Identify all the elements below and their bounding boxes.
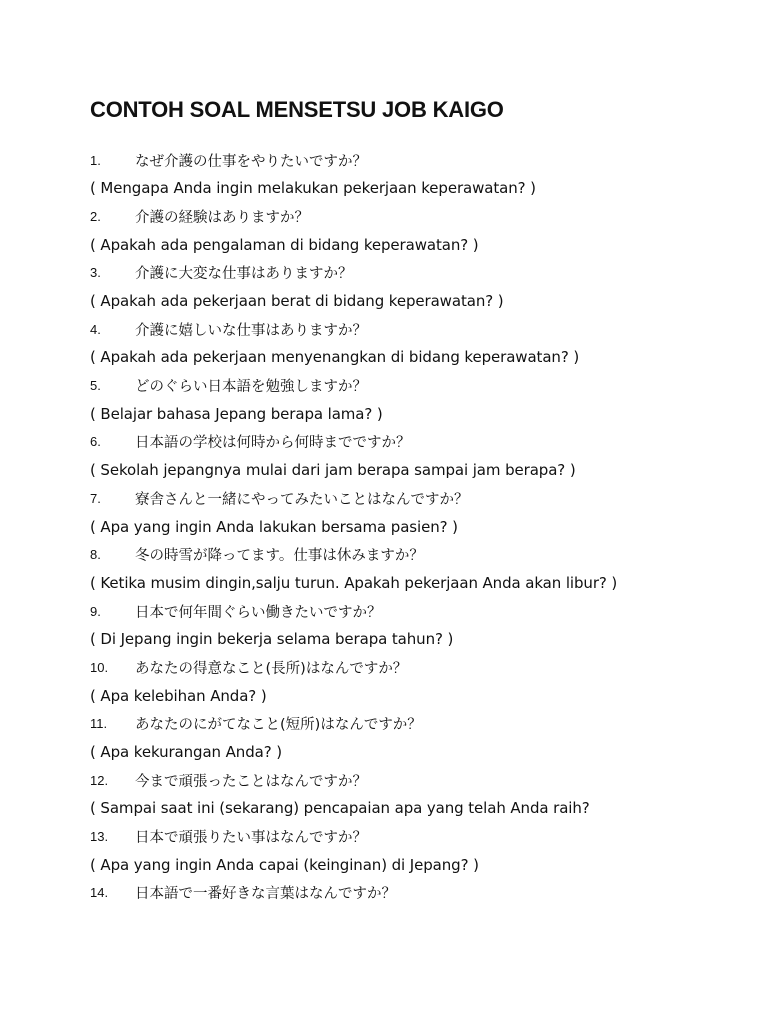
question-number: 4. [90,321,101,337]
question-item [90,372,730,400]
question-japanese: あなたのにがてなこと(短所)はなんですか？ [135,717,422,734]
question-item [90,766,730,794]
document-page [90,96,730,907]
question-item [90,597,730,625]
question-translation: ( Apakah ada pekerjaan menyenangkan di bidang keperawatan? ) [90,348,580,367]
question-japanese: 日本で頑張りたい事はなんですか？ [135,830,367,847]
question-number: 13. [90,829,109,845]
question-number: 5. [90,378,101,394]
question-japanese: 介護の経験はありますか？ [135,209,309,226]
question-item [90,879,730,907]
document-title: CONTOH SOAL MENSETSU JOB KAIGO [90,97,504,122]
question-number: 11. [90,716,108,732]
question-japanese: 冬の時雪が降ってます。仕事は休みますか？ [135,548,424,565]
question-item [90,484,730,512]
question-number: 14. [90,885,109,901]
question-number: 6. [90,434,101,450]
question-translation: ( Mengapa Anda ingin melakukan pekerjaan keperawatan? ) [90,179,536,198]
question-translation: ( Apa kekurangan Anda? ) [90,743,282,762]
question-number: 9. [90,603,101,619]
question-translation: ( Ketika musim dingin,salju turun. Apakah pekerjaan Anda akan libur? ) [90,573,618,592]
question-translation: ( Sampai saat ini (sekarang) pencapaian apa yang telah Anda raih? [90,799,590,818]
question-translation: ( Belajar bahasa Jepang berapa lama? ) [90,404,383,423]
question-item [90,259,730,287]
question-item [90,541,730,569]
question-translation: ( Apa kelebihan Anda? ) [90,686,267,705]
question-item [90,653,730,681]
question-translation: ( Di Jepang ingin bekerja selama berapa tahun? ) [90,630,454,649]
question-japanese: 介護に嬉しいな仕事はありますか？ [135,322,367,339]
question-item [90,428,730,456]
question-number: 12. [90,772,109,788]
question-number: 8. [90,547,101,563]
question-number: 2. [90,208,101,224]
question-item [90,202,730,230]
question-japanese: 日本で何年間ぐらい働きたいですか？ [135,604,382,621]
question-japanese: 日本語の学校は何時から何時までですか？ [135,435,411,452]
question-japanese: 日本語で一番好きな言葉はなんですか？ [135,886,396,903]
question-translation: ( Apa yang ingin Anda capai (keinginan) di Jepang? ) [90,855,479,874]
question-japanese: 寮舎さんと一緒にやってみたいことはなんですか？ [135,491,469,508]
question-item [90,146,730,174]
question-list [90,146,730,907]
question-japanese: なぜ介護の仕事をやりたいですか？ [135,153,367,170]
question-item [90,710,730,738]
question-japanese: どのぐらい日本語を勉強しますか？ [135,379,367,396]
question-item [90,823,730,851]
question-item [90,315,730,343]
question-number: 10. [90,659,109,675]
question-translation: ( Sekolah jepangnya mulai dari jam berapa sampai jam berapa? ) [90,461,576,480]
question-japanese: 介護に大変な仕事はありますか？ [135,266,353,283]
question-number: 1. [90,152,101,168]
question-number: 3. [90,265,101,281]
question-translation: ( Apakah ada pekerjaan berat di bidang keperawatan? ) [90,292,504,311]
question-translation: ( Apa yang ingin Anda lakukan bersama pasien? ) [90,517,458,536]
question-japanese: 今まで頑張ったことはなんですか？ [135,773,367,790]
question-japanese: あなたの得意なこと(長所)はなんですか？ [135,660,408,677]
question-translation: ( Apakah ada pengalaman di bidang keperawatan? ) [90,235,479,254]
question-number: 7. [90,490,101,506]
